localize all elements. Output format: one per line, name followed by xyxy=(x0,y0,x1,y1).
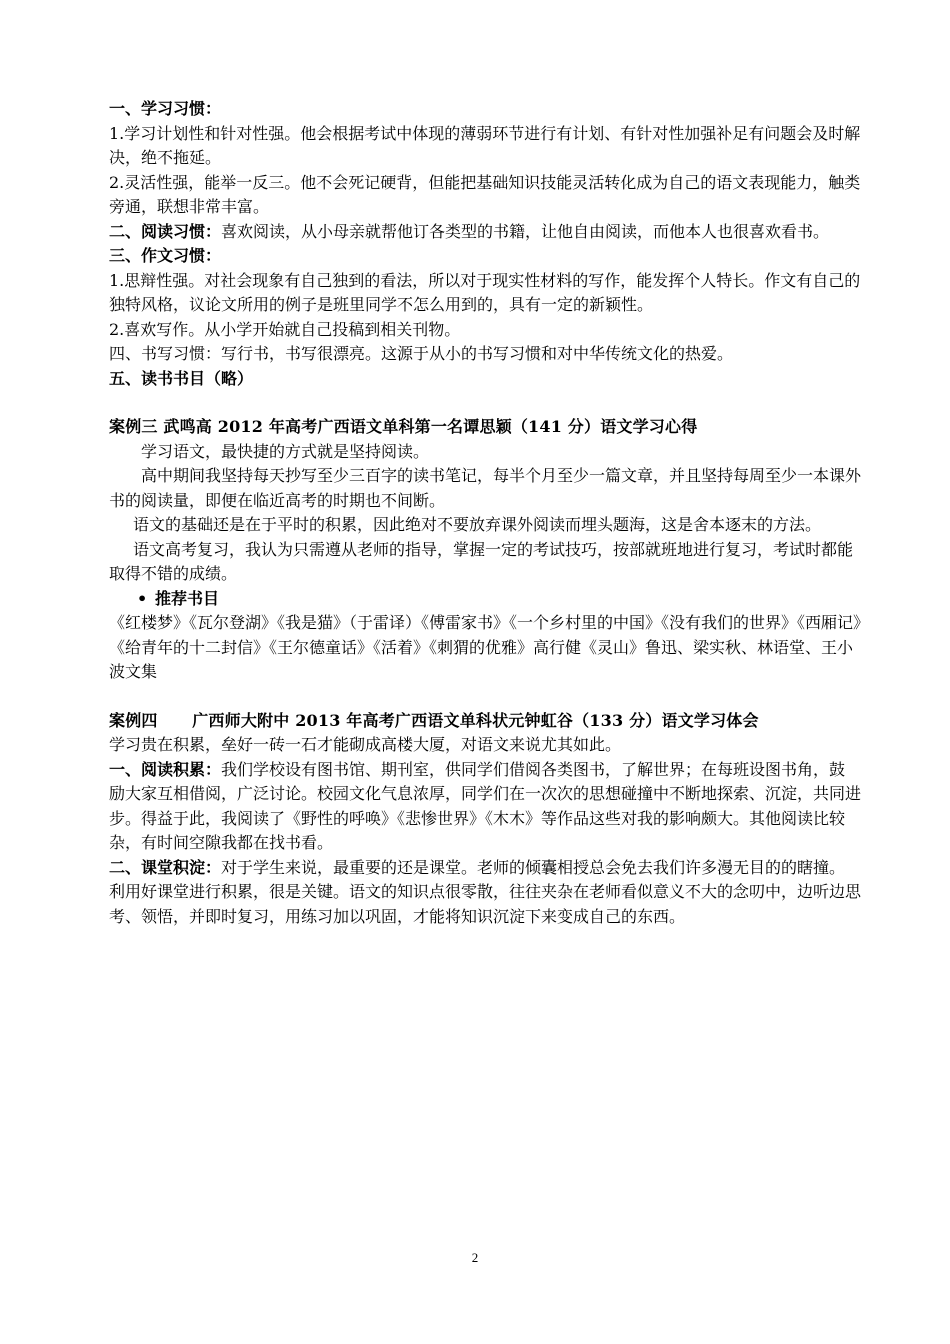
recommended-books-list: 《红楼梦》《瓦尔登湖》《我是猫》（于雷译）《傅雷家书》《一个乡村里的中国》《没有我们的世界》《西厢记》《给青年的十二封信》《王尔德童话》《活着》《刺猬的优雅》高行健《灵山》鲁迅、梁实秋、林语堂、王小波文集 xyxy=(109,613,862,681)
section-2-text: 喜欢阅读，从小母亲就帮他订各类型的书籍，让他自由阅读，而他本人也很喜欢看书。 xyxy=(221,221,830,241)
section-3-heading: 三、作文习惯： xyxy=(109,246,222,265)
case-4-section-1-heading: 一、阅读积累： xyxy=(109,759,222,779)
case-4-title: 案例四 广西师大附中 2013 年高考广西语文单科状元钟虹谷（133 分）语文学习体会 xyxy=(109,710,759,730)
spacer xyxy=(109,391,861,415)
section-2-paragraph xyxy=(109,220,861,245)
section-2-heading: 二、阅读习惯： xyxy=(109,221,222,241)
section-4-text: 四、书写习惯：写行书，书写很漂亮。这源于从小的书写习惯和对中华传统文化的热爱。 xyxy=(109,344,734,363)
section-1-item-2: 2.灵活性强，能举一反三。他不会死记硬背，但能把基础知识技能灵活转化成为自己的语文表现能力，触类旁通，联想非常丰富。 xyxy=(109,172,861,216)
page-number: 2 xyxy=(471,1250,479,1265)
page-content xyxy=(109,97,861,929)
case-4-section-2-text: 对于学生来说，最重要的还是课堂。老师的倾囊相授总会免去我们许多漫无目的的瞎撞。利用好课堂进行积累，很是关键。语文的知识点很零散，往往夹杂在老师看似意义不大的念叨中，边听边思考、领悟，并即时复习，用练习加以巩固，才能将知识沉淀下来变成自己的东西。 xyxy=(109,857,862,926)
section-3-item-2: 2.喜欢写作。从小学开始就自己投稿到相关刊物。 xyxy=(109,319,461,339)
spacer xyxy=(109,685,861,709)
case-4-section-2-heading: 二、课堂积淀： xyxy=(109,857,222,877)
recommended-books-heading: 推荐书目 xyxy=(155,588,220,608)
case-4-intro: 学习贵在积累，垒好一砖一石才能砌成高楼大厦，对语文来说尤其如此。 xyxy=(109,735,622,754)
section-1-heading: 一、学习习惯： xyxy=(109,99,222,118)
bullet-icon: • xyxy=(137,588,148,608)
case-4-section-1-text: 我们学校设有图书馆、期刊室，供同学们借阅各类图书，了解世界；在每班设图书角，鼓励大家互相借阅，广泛讨论。校园文化气息浓厚，同学们在一次次的思想碰撞中不断地探索、沉淀，共同进步。得益于此，我阅读了《野性的呼唤》《悲惨世界》《木木》等作品这些对我的影响颇大。其他阅读比较杂，有时间空隙我都在找书看。 xyxy=(109,759,862,852)
section-1-item-1: 1.学习计划性和针对性强。他会根据考试中体现的薄弱环节进行有计划、有针对性加强补足有问题会及时解决，绝不拖延。 xyxy=(109,123,861,167)
case-4-section-2 xyxy=(109,856,861,930)
case-3-paragraph-4: 语文高考复习，我认为只需遵从老师的指导，掌握一定的考试技巧，按部就班地进行复习，考试时都能取得不错的成绩。 xyxy=(109,539,854,583)
case-3-paragraph-2: 高中期间我坚持每天抄写至少三百字的读书笔记，每半个月至少一篇文章，并且坚持每周至少一本课外书的阅读量，即便在临近高考的时期也不间断。 xyxy=(109,466,862,510)
section-5-heading: 五、读书书目（略） xyxy=(109,368,254,388)
case-3-paragraph-1: 学习语文，最快捷的方式就是坚持阅读。 xyxy=(141,441,430,461)
case-3-title: 案例三 武鸣高 2012 年高考广西语文单科第一名谭思颖（141 分）语文学习心得 xyxy=(109,417,698,436)
recommended-books-heading-row xyxy=(109,587,861,612)
section-3-item-1: 1.思辩性强。对社会现象有自己独到的看法，所以对于现实性材料的写作，能发挥个人特长。作文有自己的独特风格，议论文所用的例子是班里同学不怎么用到的，具有一定的新颖性。 xyxy=(109,270,861,314)
case-3-paragraph-3: 语文的基础还是在于平时的积累，因此绝对不要放弃课外阅读而埋头题海，这是舍本逐末的方法。 xyxy=(133,515,822,534)
case-4-section-1 xyxy=(109,758,861,856)
